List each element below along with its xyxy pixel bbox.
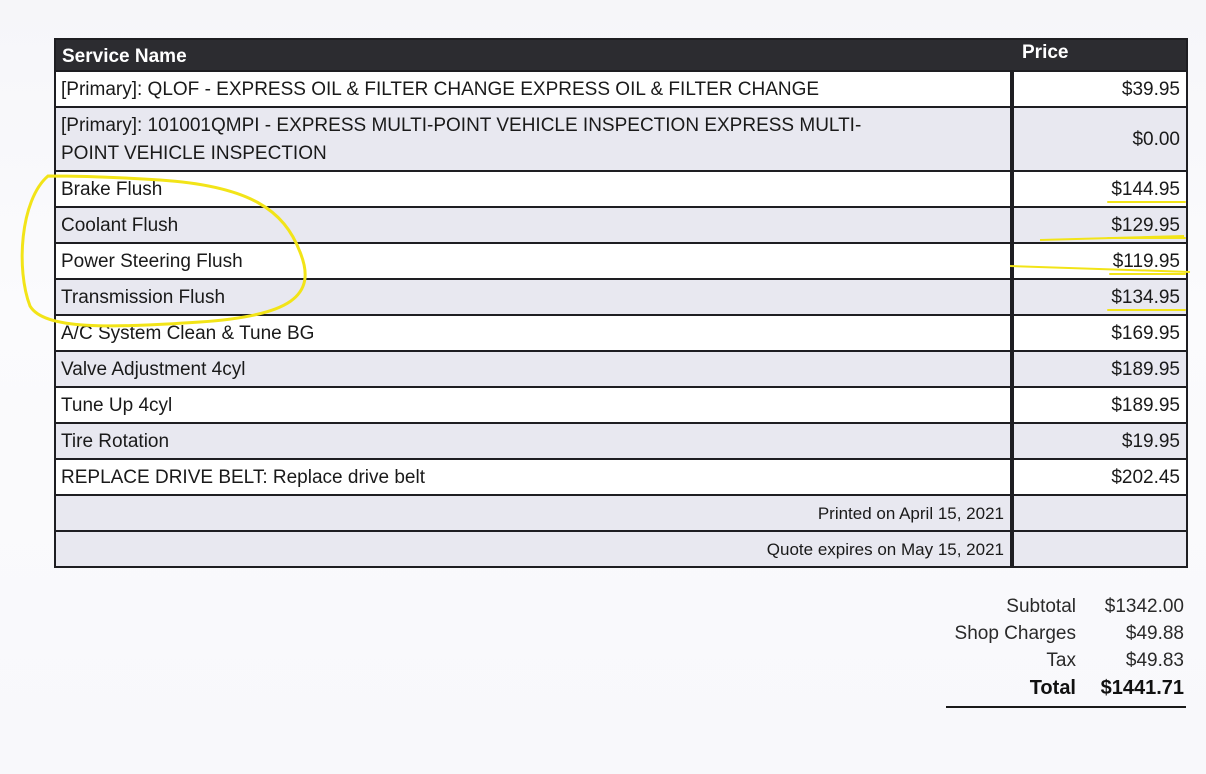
- services-table: [54, 38, 1188, 568]
- table-row: [56, 316, 1186, 350]
- table-row: [56, 388, 1186, 422]
- service-name-cell: [Primary]: 101001QMPI - EXPRESS MULTI-POINT VEHICLE INSPECTION EXPRESS MULTI-POINT VEHICLE INSPECTION: [56, 108, 1010, 170]
- price-cell: $189.95: [1014, 352, 1186, 386]
- printed-on-row: [56, 496, 1186, 530]
- price-cell: $19.95: [1014, 424, 1186, 458]
- price-cell: [1014, 108, 1186, 170]
- shop-charges-value: $49.88: [1125, 623, 1184, 644]
- service-name-cell: Power Steering Flush: [56, 244, 1010, 278]
- service-name-cell: Coolant Flush: [56, 208, 1010, 242]
- price-cell: [1014, 280, 1186, 314]
- empty-cell: [1014, 496, 1186, 530]
- price-value: $119.95: [1112, 251, 1180, 272]
- service-name-cell: [Primary]: QLOF - EXPRESS OIL & FILTER CHANGE EXPRESS OIL & FILTER CHANGE: [56, 72, 1010, 106]
- tax-label: Tax: [1046, 650, 1076, 671]
- table-row: [56, 460, 1186, 494]
- price-cell: $202.45: [1014, 460, 1186, 494]
- price-cell: $169.95: [1014, 316, 1186, 350]
- subtotal-label: Subtotal: [1006, 596, 1076, 617]
- service-name-cell: REPLACE DRIVE BELT: Replace drive belt: [56, 460, 1010, 494]
- service-name-cell: Tune Up 4cyl: [56, 388, 1010, 422]
- table-row: [56, 424, 1186, 458]
- price-cell: $39.95: [1014, 72, 1186, 106]
- price-value: $144.95: [1111, 179, 1180, 200]
- service-name-cell: A/C System Clean & Tune BG: [56, 316, 1010, 350]
- service-name-cell: Tire Rotation: [56, 424, 1010, 458]
- price-value: $134.95: [1111, 287, 1180, 308]
- total-row: [900, 677, 1186, 704]
- table-row: [56, 352, 1186, 386]
- price-cell: $189.95: [1014, 388, 1186, 422]
- shop-charges-row: [900, 623, 1186, 650]
- price-cell: [1014, 244, 1186, 278]
- total-label: Total: [1029, 677, 1076, 699]
- price-header: Price: [1022, 42, 1069, 63]
- table-row: [56, 72, 1186, 106]
- table-row: [56, 244, 1186, 278]
- service-name-cell: Valve Adjustment 4cyl: [56, 352, 1010, 386]
- quote-expires-text: Quote expires on May 15, 2021: [56, 532, 1010, 566]
- price-cell: [1014, 208, 1186, 242]
- price-value: $129.95: [1111, 215, 1180, 236]
- table-header: [56, 40, 1186, 70]
- service-name-header: Service Name: [62, 46, 187, 67]
- subtotal-row: [900, 596, 1186, 623]
- table-row: [56, 208, 1186, 242]
- quote-expires-row: [56, 532, 1186, 566]
- tax-row: [900, 650, 1186, 677]
- total-underline: [946, 706, 1186, 708]
- table-row: [56, 172, 1186, 206]
- total-value: $1441.71: [1100, 677, 1184, 699]
- totals-block: [900, 596, 1186, 704]
- table-row: [56, 108, 1186, 170]
- table-row: [56, 280, 1186, 314]
- service-name-cell: Transmission Flush: [56, 280, 1010, 314]
- price-value: $0.00: [1132, 129, 1180, 150]
- tax-value: $49.83: [1125, 650, 1184, 671]
- subtotal-value: $1342.00: [1104, 596, 1184, 617]
- shop-charges-label: Shop Charges: [954, 623, 1076, 644]
- service-name-cell: Brake Flush: [56, 172, 1010, 206]
- printed-on-text: Printed on April 15, 2021: [56, 496, 1010, 530]
- price-cell: [1014, 172, 1186, 206]
- empty-cell: [1014, 532, 1186, 566]
